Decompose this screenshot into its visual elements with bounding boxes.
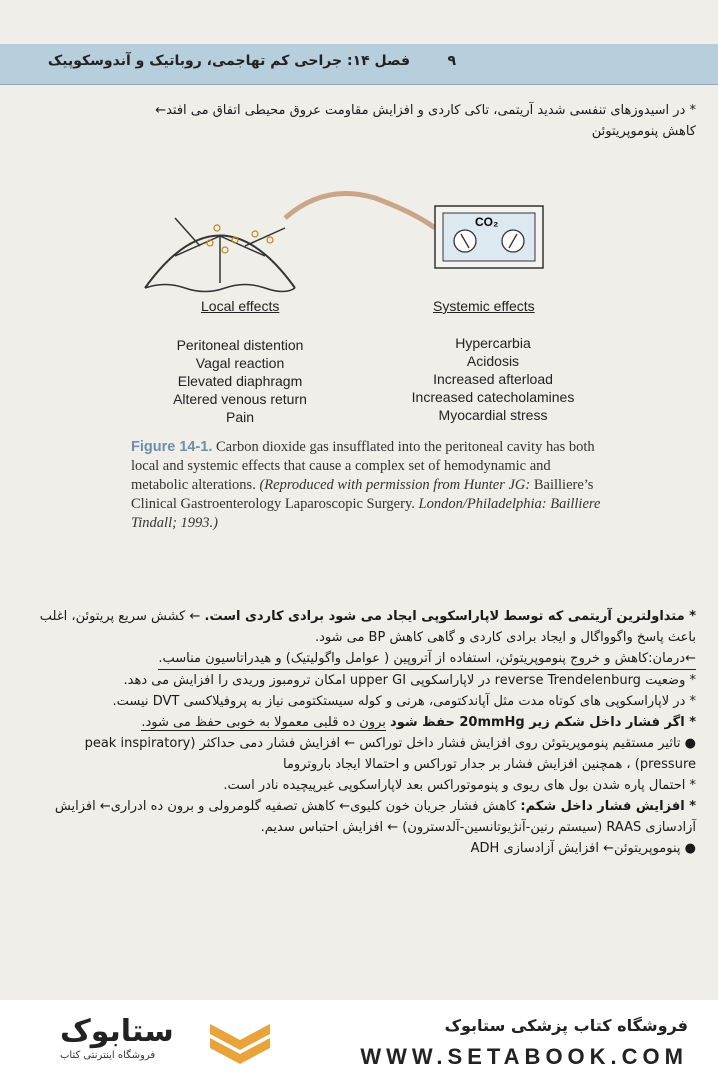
paragraph-renal-rest: کاهش فشار جریان خون کلیوی← کاهش تصفیه گلومرولی و برون ده ادراری← افزایش آزادسازی RAAS (سیستم رنین-آنژیوتانسین-آلدسترون) ← افزایش احتباس سدیم. — [54, 799, 696, 835]
shop-name: فروشگاه کتاب پزشکی ستابوک — [444, 1016, 688, 1035]
paragraph-dvt: * در لاپاراسکوپی های کوتاه مدت مثل آپاندکتومی، هرنی و کوله سیستکتومی نیاز به پروفیلاکسی DVT نیست. — [112, 694, 696, 709]
logo-word: ستابوک — [60, 1014, 174, 1049]
systemic-effects-heading: Systemic effects — [433, 298, 535, 314]
pressure-arrows — [175, 218, 285, 283]
paragraph-treatment: ←درمان:کاهش و خروج پنوموپریتوئن، استفاده از آتروپین ( عوامل واگولیتیک) و هیدراتاسیون مناسب. — [158, 648, 696, 670]
systemic-effect-item: Hypercarbia — [455, 335, 531, 351]
page-number: ۹ — [447, 53, 456, 69]
figure-caption — [131, 438, 601, 533]
local-effect-item: Peritoneal distention — [176, 337, 304, 353]
figure-illustration — [125, 188, 595, 308]
local-effect-item: Vagal reaction — [195, 355, 285, 371]
setabook-logo-icon — [205, 1020, 275, 1064]
local-effects-heading: Local effects — [201, 298, 280, 314]
shop-footer — [0, 1000, 718, 1080]
body-text — [24, 606, 696, 859]
systemic-effects-list — [393, 334, 593, 424]
caption-text: Carbon dioxide gas insufflated into the peritoneal cavity has both local and systemic effects that cause a complex set of hemodynamic and metabolic alterations. — [131, 439, 595, 493]
paragraph-arrhythmia-bold: * متداولترین آریتمی که توسط لاپاراسکوپی ایجاد می شود برادی کاردی است. — [204, 609, 696, 624]
paragraph-pressure — [24, 712, 696, 733]
paragraph-thorax: ● تاثیر مستقیم پنوموپریتوئن روی افزایش فشار داخل توراکس ← افزایش فشار دمی حداکثر (peak inspiratory pressure) ، همچنین افزایش فشار بر جدار توراکس و احتمالا ایجاد باروتروما — [84, 736, 696, 772]
paragraph-renal — [24, 796, 696, 838]
logo-subtitle: فروشگاه اینترنتی کتاب — [60, 1050, 156, 1061]
chapter-header — [0, 44, 718, 85]
caption-label: Figure 14-1. — [131, 439, 213, 455]
local-effect-item: Elevated diaphragm — [177, 373, 303, 389]
intro-paragraph — [24, 100, 696, 142]
caption-credit-2: London/Philadelphia: Bailliere Tindall; 1993.) — [131, 496, 601, 531]
local-effects-list — [145, 336, 335, 426]
paragraph-adh: ● پنوموپریتوئن← افزایش آزادسازی ADH — [470, 841, 696, 856]
paragraph-pressure-rest: برون ده قلبی معمولا به خوبی حفظ می شود. — [141, 715, 386, 730]
paragraph-arrhythmia-rest: ← کشش سریع پریتوئن، اغلب باعث پاسخ واگوواگال و ایجاد برادی کاردی و گاهی کاهش BP می شود. — [39, 609, 696, 645]
intro-line-1: * در اسیدوزهای تنفسی شدید آریتمی، تاکی کاردی و افزایش مقاومت عروق محیطی اتفاق می افتد← — [155, 103, 696, 118]
intro-line-2: کاهش پنوموپریتوئن — [591, 124, 696, 139]
chapter-title: فصل ۱۴: جراحی کم تهاجمی، روباتیک و آندوسکوپیک — [47, 53, 410, 69]
figure-14-1 — [125, 188, 595, 438]
shop-url[interactable]: WWW.SETABOOK.COM — [360, 1044, 688, 1069]
viscera-wave-shape — [145, 285, 295, 292]
paragraph-pneumothorax: * احتمال پاره شدن بول های ریوی و پنوموتوراکس بعد لاپاراسکوپی غیرپیچیده نادر است. — [223, 778, 696, 793]
caption-book: Bailliere’s Clinical Gastroenterology Laparoscopic Surgery. — [131, 477, 594, 512]
gas-label: CO₂ — [475, 215, 499, 229]
insufflation-tube — [285, 194, 435, 229]
systemic-effect-item: Increased catecholamines — [411, 389, 575, 405]
paragraph-renal-bold: * افزایش فشار داخل شکم: — [520, 799, 696, 814]
local-effect-item: Pain — [225, 409, 255, 425]
systemic-effect-item: Myocardial stress — [438, 407, 548, 423]
paragraph-trendelenburg: * وضعیت reverse Trendelenburg در لاپاراسکوپی upper GI امکان ترومبوز وریدی را افزایش می دهد. — [123, 673, 696, 688]
systemic-effect-item: Acidosis — [466, 353, 520, 369]
systemic-effect-item: Increased afterload — [433, 371, 553, 387]
paragraph-pressure-bold: * اگر فشار داخل شکم زیر 20mmHg حفظ شود — [390, 715, 696, 730]
paragraph-arrhythmia — [24, 606, 696, 648]
caption-credit-1: (Reproduced with permission from Hunter JG: — [259, 477, 531, 493]
local-effect-item: Altered venous return — [173, 391, 307, 407]
